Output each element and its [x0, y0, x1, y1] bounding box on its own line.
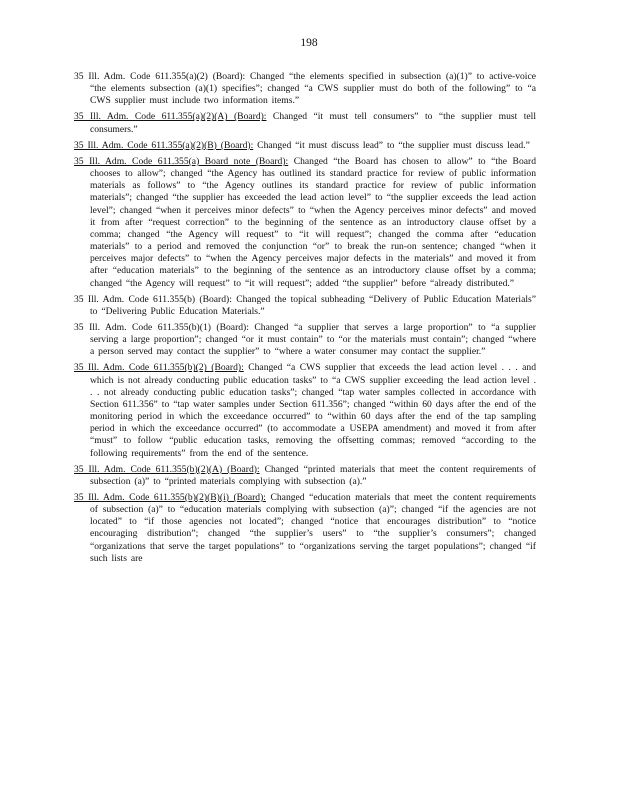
list-item	[74, 322, 536, 358]
list-item	[74, 140, 536, 152]
entry-text: Changed “printed materials that meet the content requirements of subsection (a)” to “printed materials complying with subsection (a).”	[90, 463, 536, 487]
entry-citation: 35 Ill. Adm. Code 611.355(b)(2) (Board):	[74, 362, 244, 374]
entry-citation: 35 Ill. Adm. Code 611.355(a)(2) (Board):	[74, 71, 246, 82]
entry-citation: 35 Ill. Adm. Code 611.355(a)(2)(A) (Board):	[74, 111, 267, 123]
entry-citation: 35 Ill. Adm. Code 611.355(b)(2)(A) (Board):	[74, 463, 260, 475]
page-number: 198	[300, 37, 318, 49]
entry-citation: 35 Ill. Adm. Code 611.355(a)(2)(B) (Board):	[74, 139, 254, 151]
entry-citation: 35 Ill. Adm. Code 611.355(b)(1) (Board):	[74, 321, 249, 333]
list-item	[74, 156, 536, 290]
list-item	[74, 464, 536, 488]
entry-text: Changed the topical subheading “Delivery of Public Education Materials” to “Delivering Public Education Materials.”	[90, 293, 537, 317]
entries-list	[74, 71, 536, 569]
list-item	[74, 71, 536, 107]
list-item	[74, 294, 536, 318]
list-item	[74, 362, 536, 459]
entry-text: Changed “education materials that meet the content requirements of subsection (a)” to “education materials complying with subsection (a)”; changed “if the agencies are not located” to “if those agencies not located”; changed “notice that encourages distribution” to “notice encouraging distribution”; changed “the supplier’s users” to “the supplier’s consumers”; changed “organizations that serve the target populations” to “organizations serving the target populations”; changed “if such lists are	[90, 492, 536, 564]
entry-text: Changed “a CWS supplier that exceeds the lead action level . . . and which is not already conducting public education tasks” to “a CWS supplier exceeding the lead action level . . . not already conducting public education tasks”; changed “tap water samples collected in accordance with Section 611.356” to “tap water samples under Section 611.356”; changed “within 60 days after the end of the monitoring period in which the exceedance occurred” to “within 60 days after the end of the tap sampling period in which the exceedance occurred” (to accommodate a USEPA amendment) and moved it from after “must” to follow “public education tasks, removing the offsetting commas; removed “according to the following requirements” from the end of the sentence.	[90, 362, 536, 459]
entry-text: Changed “it must tell consumers” to “the supplier must tell consumers.”	[90, 111, 536, 135]
entry-text: Changed “a supplier that serves a large proportion” to “a supplier serving a large proportion”; changed “or it must contain” to “or the materials must contain”; changed “where a person served may contact the supplier” to “where a water consumer may contact the supplier.”	[90, 321, 536, 358]
entry-citation: 35 Ill. Adm. Code 611.355(a) Board note (Board):	[74, 155, 289, 167]
list-item	[74, 111, 536, 135]
list-item	[74, 492, 536, 565]
entry-text: Changed “the Board has chosen to allow” to “the Board chooses to allow”; changed “the Agency has outlined its standard practice for review of public information materials as follows” to “the Agency outlines its standard practice for review of public information materials”; changed “the supplier has exceeded the lead action level” to “the supplier exceeds the lead action level”; changed “when it perceives minor defects” to “when the Agency perceives minor defects” and moved it from after “request correction” to the beginning of the sentence as an introductory clause offset by a comma; changed “the Agency will request” to “it will request”; changed the comma after “education materials” to a period and removed the conjunction “or” to break the run-on sentence; changed “when it perceives major defects” to “when the Agency perceives major defects in the materials” and moved it from after “education materials” to the beginning of the sentence as an introductory clause offset by a comma; changed “the Agency will request” to “it will request”; added “the supplier” before “already distributed.”	[90, 155, 536, 289]
entry-text: Changed “it must discuss lead” to “the supplier must discuss lead.”	[257, 139, 530, 151]
entry-text: Changed “the elements specified in subsection (a)(1)” to active-voice “the elements subsection (a)(1) specifies”; changed “a CWS supplier must do both of the following” to “a CWS supplier must include two information items.”	[90, 71, 536, 107]
entry-citation: 35 Ill. Adm. Code 611.355(b)(2)(B)(i) (Board):	[74, 492, 266, 503]
entry-citation: 35 Ill. Adm. Code 611.355(b) (Board):	[74, 293, 232, 305]
